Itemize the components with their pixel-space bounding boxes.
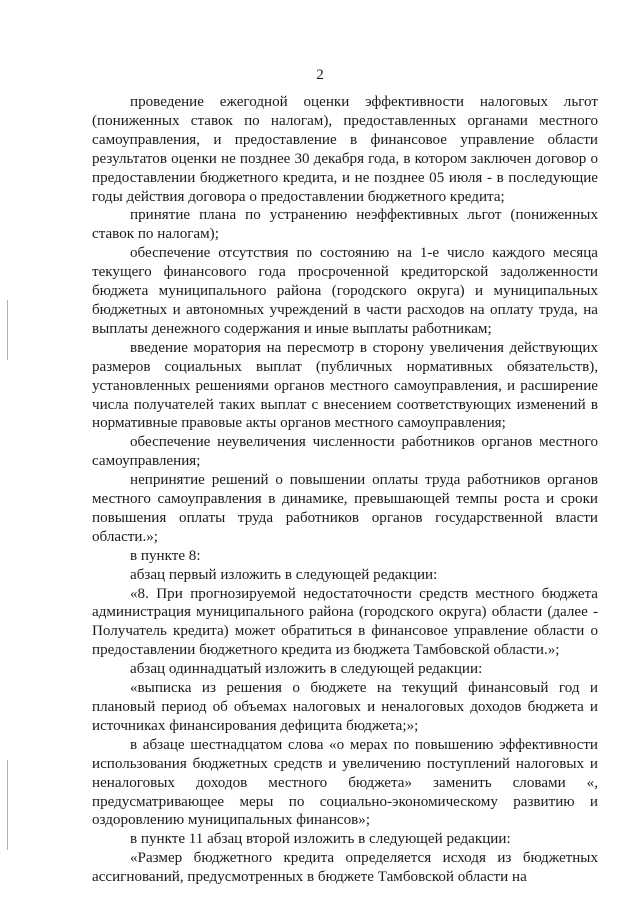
paragraph: введение моратория на пересмотр в сторону увеличения действующих размеров социальных выплат (публичных нормативных обязательств), установленных решениями органов местного самоуправления, и расширение числа получателей таких выплат с внесением соответствующих изменений в нормативные правовые акты органов местного самоуправления;	[92, 339, 598, 432]
paragraph: абзац первый изложить в следующей редакции:	[130, 566, 438, 583]
document-body	[92, 93, 598, 887]
paragraph: «Размер бюджетного кредита определяется исходя из бюджетных ассигнований, предусмотренных в бюджете Тамбовской области на	[92, 850, 598, 886]
scan-edge-mark	[7, 760, 8, 850]
paragraph: «выписка из решения о бюджете на текущий финансовый год и плановый период об объемах налоговых и неналоговых доходов бюджета и источниках финансирования дефицита бюджета;»;	[92, 680, 598, 734]
paragraph: в абзаце шестнадцатом слова «о мерах по повышению эффективности использования бюджетных средств и увеличению поступлений налоговых и неналоговых доходов местного бюджета» заменить словами «, предусматривающее меры по социально-экономическому развитию и оздоровлению муниципальных финансов»;	[92, 736, 598, 829]
paragraph: обеспечение отсутствия по состоянию на 1-е число каждого месяца текущего финансового года просроченной кредиторской задолженности бюджета муниципального района (городского округа) и муниципальных бюджетных и автономных учреждений в части расходов на оплату труда, на выплаты денежного содержания и иные выплаты работникам;	[92, 245, 598, 337]
paragraph: принятие плана по устранению неэффективных льгот (пониженных ставок по налогам);	[92, 207, 598, 243]
paragraph: абзац одиннадцатый изложить в следующей редакции:	[130, 661, 483, 678]
paragraph: проведение ежегодной оценки эффективности налоговых льгот (пониженных ставок по налогам), предоставленных органами местного самоуправления, и предоставление в финансовое управление области результатов оценки не позднее 30 декабря года, в котором заключен договор о предоставлении бюджетного кредита, и не позднее 05 июля - в последующие годы действия договора о предоставлении бюджетного кредита;	[92, 94, 598, 205]
paragraph: «8. При прогнозируемой недостаточности средств местного бюджета администрация муниципального района (городского округа) области (далее - Получатель кредита) может обратиться в финансовое управление области о предоставлении бюджетного кредита из бюджета Тамбовской области.»;	[92, 585, 598, 659]
paragraph: непринятие решений о повышении оплаты труда работников органов местного самоуправления в динамике, превышающей темпы роста и сроки повышения оплаты труда работников органов государственной власти области.»;	[92, 472, 598, 545]
scan-edge-mark	[7, 300, 8, 360]
page-number: 2	[316, 67, 324, 83]
paragraph: в пункте 8:	[130, 547, 201, 564]
paragraph: в пункте 11 абзац второй изложить в следующей редакции:	[130, 831, 511, 848]
paragraph: обеспечение неувеличения численности работников органов местного самоуправления;	[92, 434, 598, 470]
